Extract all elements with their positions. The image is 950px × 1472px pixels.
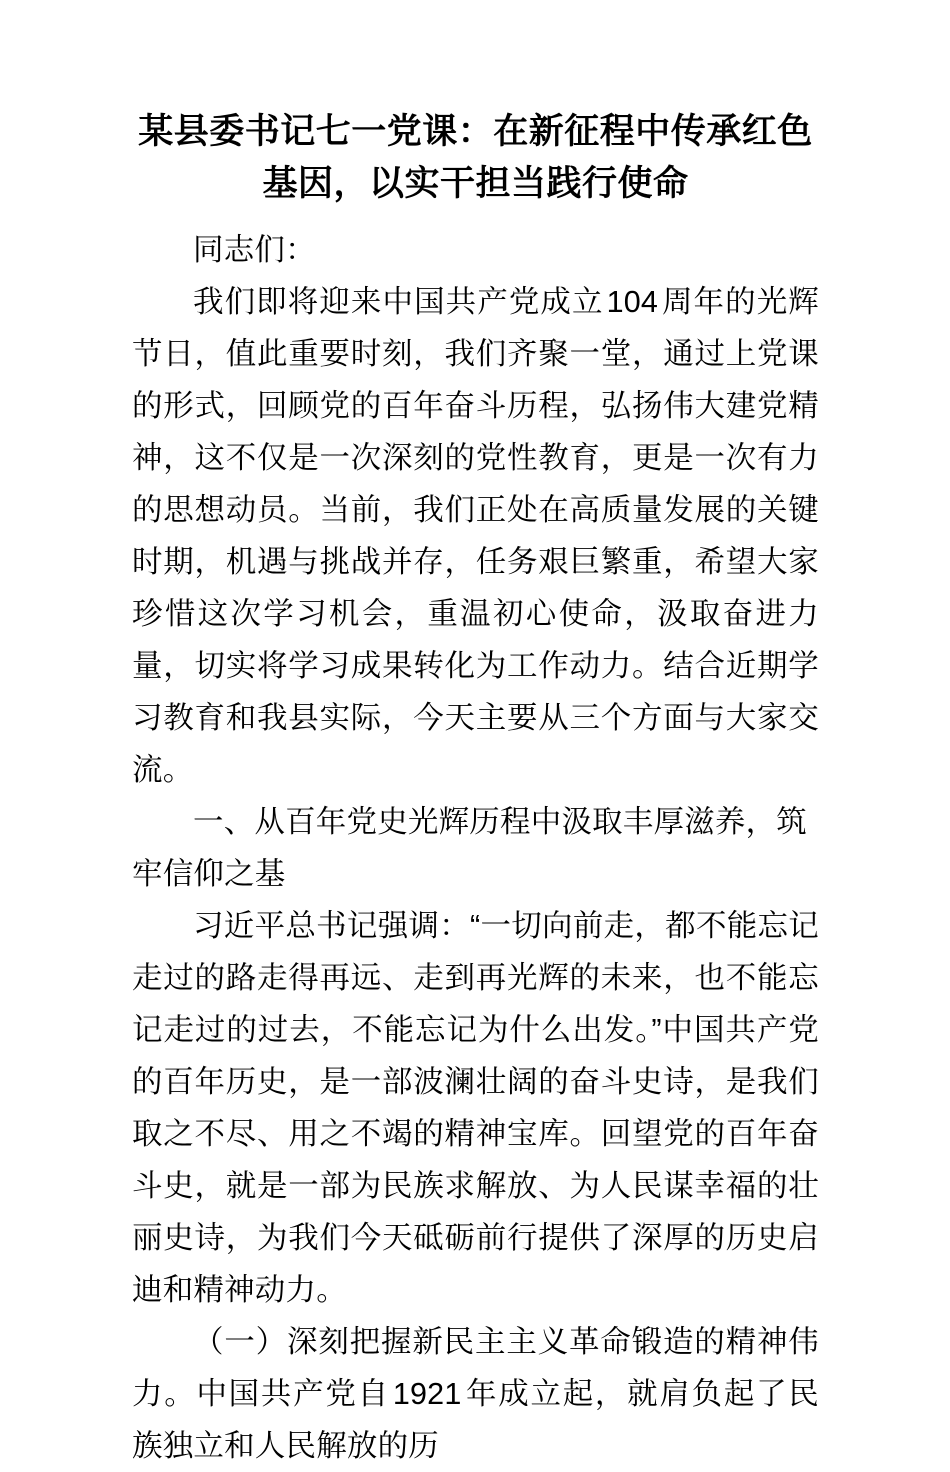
paragraph-section-one-quote: 习近平总书记强调：“一切向前走，都不能忘记走过的路走得再远、走到再光辉的未来，也不能忘记走过的过去，不能忘记为什么出发。”中国共产党的百年历史，是一部波澜壮阔的奋斗史诗，是我们取之不尽、用之不竭的精神宝库。回望党的百年奋斗史，就是一部为民族求解放、为人民谋幸福的壮丽史诗，为我们今天砥砺前行提供了深厚的历史启迪和精神动力。 [132, 909, 819, 1307]
paragraph-opening: 我们即将迎来中国共产党成立104周年的光辉节日，值此重要时刻，我们齐聚一堂，通过上党课的形式，回顾党的百年奋斗历程，弘扬伟大建党精神，这不仅是一次深刻的党性教育，更是一次有力的思想动员。当前，我们正处在高质量发展的关键时期，机遇与挑战并存，任务艰巨繁重，希望大家珍惜这次学习机会，重温初心使命，汲取奋进力量，切实将学习成果转化为工作动力。结合近期学习教育和我县实际，今天主要从三个方面与大家交流。 [132, 285, 819, 787]
salutation: 同志们： [193, 233, 316, 267]
paragraph-section-one-sub-one: （一）深刻把握新民主主义革命锻造的精神伟力。中国共产党自1921年成立起，就肩负起了民族独立和人民解放的历 [132, 1325, 819, 1463]
page-title: 某县委书记七一党课：在新征程中传承红色基因，以实干担当践行使命 [138, 112, 813, 203]
section-heading-one: 一、从百年党史光辉历程中汲取丰厚滋养，筑牢信仰之基 [132, 805, 807, 891]
title-spacer [132, 210, 819, 224]
document-body [132, 0, 819, 1472]
